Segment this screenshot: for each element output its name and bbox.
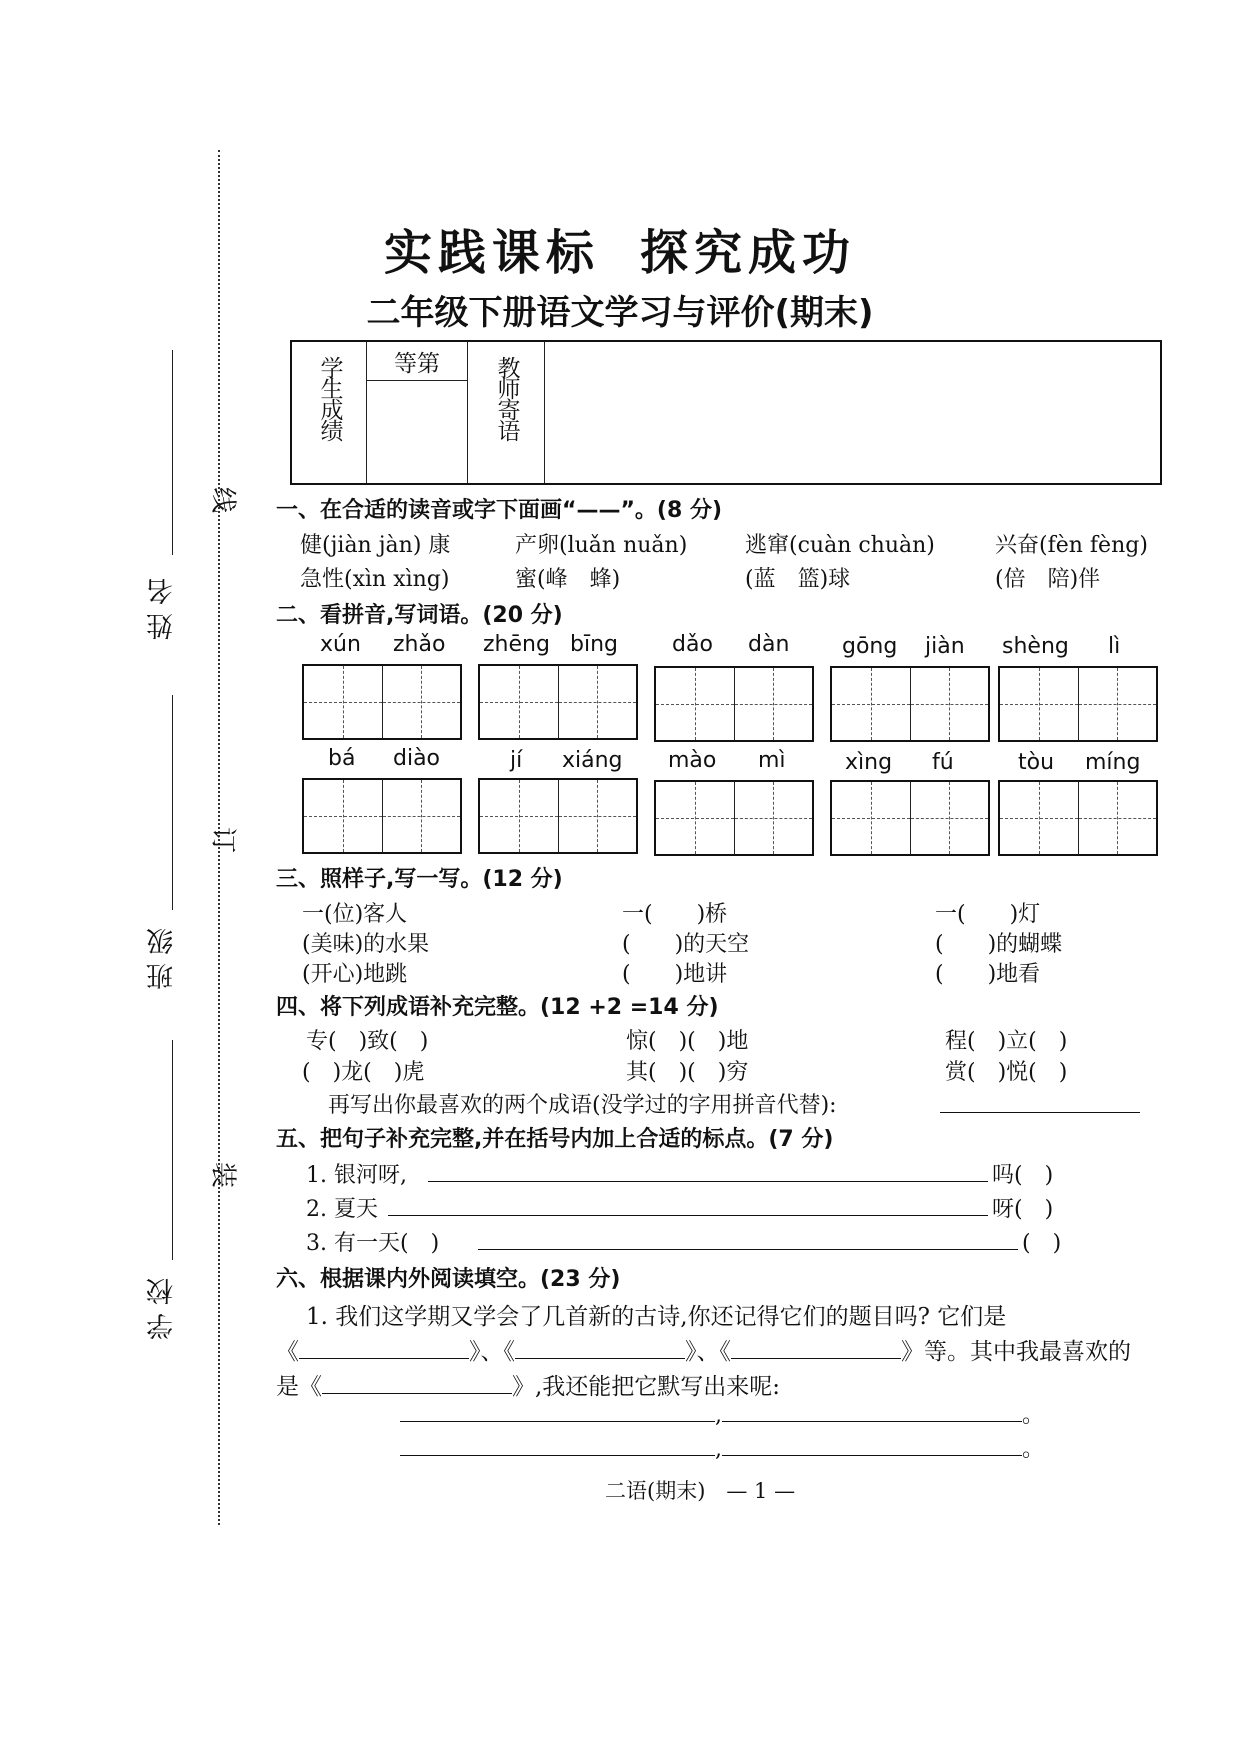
sentence-start: 2. 夏天 (306, 1197, 378, 1222)
sentence-end[interactable]: 吗( ) (992, 1163, 1054, 1188)
student-score-label: 学生成绩 (316, 356, 343, 440)
idiom-item[interactable]: 程( )立( ) (945, 1029, 1068, 1054)
pinyin: zhēng (483, 632, 550, 657)
poem-question: 1. 我们这学期又学会了几首新的古诗,你还记得它们的题目吗? 它们是 (306, 1304, 1007, 1330)
teacher-msg-cell (468, 341, 545, 484)
favorite-poem-blank[interactable] (322, 1392, 512, 1394)
teacher-msg-input[interactable] (545, 341, 1162, 484)
pinyin: xìng (845, 750, 893, 775)
book-bracket: 《 (276, 1339, 299, 1365)
name-label: 姓名 (147, 570, 178, 640)
poem-write-blank[interactable] (400, 1420, 715, 1422)
writing-grid[interactable] (998, 780, 1158, 856)
class-label: 班级 (147, 920, 178, 990)
poem-title-blank[interactable] (515, 1357, 685, 1359)
writing-grid[interactable] (830, 780, 990, 856)
writing-grid[interactable] (654, 780, 814, 856)
favorite-idiom-prompt: 再写出你最喜欢的两个成语(没学过的字用拼音代替): (328, 1093, 837, 1118)
pinyin: gōng (842, 634, 898, 659)
favorite-poem-line (276, 1368, 780, 1401)
poem-write-blank[interactable] (722, 1420, 1022, 1422)
writing-grid[interactable] (478, 778, 638, 854)
s1-item[interactable]: 急性(xìn xìng) (300, 567, 450, 592)
sentence-start: 1. 银河呀, (306, 1163, 407, 1188)
pinyin: zhǎo (393, 632, 446, 657)
s3-blank-item[interactable]: ( )地讲 (622, 962, 728, 987)
poem-titles-line (276, 1333, 1131, 1366)
writing-grid[interactable] (302, 664, 462, 740)
grade-input[interactable] (367, 381, 468, 485)
sentence-blank[interactable] (478, 1248, 1018, 1250)
pinyin: mì (758, 748, 786, 773)
s3-example: (美味)的水果 (302, 932, 430, 957)
pinyin: jí (510, 748, 523, 773)
pinyin: fú (932, 750, 954, 775)
pinyin: lì (1108, 634, 1121, 659)
pinyin: míng (1085, 750, 1141, 775)
score-table (290, 340, 1162, 485)
binding-char-bind: 装 (211, 1157, 238, 1188)
writing-grid[interactable] (654, 666, 814, 742)
section-1-heading: 一、在合适的读音或字下面画“——”。(8 分) (276, 498, 722, 523)
pinyin: jiàn (925, 634, 965, 659)
poem-titles-tail: 》等。其中我最喜欢的 (901, 1339, 1131, 1365)
pinyin: diào (393, 746, 441, 771)
book-bracket: 》、《 (469, 1339, 515, 1365)
pinyin: mào (668, 748, 717, 773)
pinyin: tòu (1018, 750, 1055, 775)
pinyin: bīng (570, 632, 618, 657)
student-score-cell (291, 341, 367, 484)
s1-item[interactable]: 逃窜(cuàn chuàn) (745, 533, 935, 558)
name-blank[interactable] (172, 350, 173, 555)
poem-write-line (400, 1432, 1044, 1463)
school-label: 学校 (147, 1270, 178, 1340)
s3-blank-item[interactable]: 一( )灯 (935, 902, 1041, 927)
s1-item[interactable]: 兴奋(fèn fèng) (995, 533, 1148, 558)
s3-blank-item[interactable]: ( )的蝴蝶 (935, 932, 1063, 957)
sentence-end[interactable]: 呀( ) (992, 1197, 1054, 1222)
sentence-blank[interactable] (388, 1214, 988, 1216)
writing-grid[interactable] (830, 666, 990, 742)
poem-title-blank[interactable] (299, 1357, 469, 1359)
section-5-heading: 五、把句子补充完整,并在括号内加上合适的标点。(7 分) (276, 1127, 834, 1152)
title-part-2: 探究成功 (640, 225, 857, 281)
sentence-start[interactable]: 3. 有一天( ) (306, 1231, 440, 1256)
section-3-heading: 三、照样子,写一写。(12 分) (276, 867, 563, 892)
idiom-item[interactable]: 其( )( )穷 (626, 1060, 749, 1085)
pinyin: dàn (748, 632, 790, 657)
favorite-poem-tail: 》,我还能把它默写出来呢: (512, 1374, 781, 1400)
idiom-item[interactable]: 赏( )悦( ) (945, 1060, 1068, 1085)
pinyin: shèng (1002, 634, 1069, 659)
writing-grid[interactable] (302, 778, 462, 854)
period: 。 (1022, 1403, 1045, 1428)
page-title (0, 214, 1240, 283)
section-6-heading: 六、根据课内外阅读填空。(23 分) (276, 1267, 621, 1292)
page-footer: 二语(期末) — 1 — (605, 1479, 796, 1503)
section-2-heading: 二、看拼音,写词语。(20 分) (276, 603, 563, 628)
s3-example: (开心)地跳 (302, 962, 408, 987)
binding-char-staple: 订 (211, 822, 238, 853)
poem-title-blank[interactable] (731, 1357, 901, 1359)
s3-example: 一(位)客人 (302, 902, 408, 927)
grade-label: 等第 (394, 350, 440, 377)
s3-blank-item[interactable]: ( )地看 (935, 962, 1041, 987)
s3-blank-item[interactable]: ( )的天空 (622, 932, 750, 957)
book-bracket: 》、《 (685, 1339, 731, 1365)
s1-item[interactable]: 蜜(峰 蜂) (515, 567, 621, 592)
poem-write-blank[interactable] (722, 1454, 1022, 1456)
s1-item[interactable]: 健(jiàn jàn) 康 (300, 533, 451, 558)
pinyin: xún (320, 632, 361, 657)
s1-item[interactable]: (蓝 篮)球 (745, 567, 851, 592)
s3-blank-item[interactable]: 一( )桥 (622, 902, 728, 927)
idiom-item[interactable]: ( )龙( )虎 (302, 1060, 425, 1085)
pinyin: bá (328, 746, 356, 771)
favorite-idiom-blank[interactable] (940, 1111, 1140, 1113)
period: 。 (1022, 1437, 1045, 1462)
school-blank[interactable] (172, 1040, 173, 1260)
writing-grid[interactable] (998, 666, 1158, 742)
teacher-msg-label: 教师寄语 (493, 356, 520, 440)
poem-write-line (400, 1398, 1044, 1429)
sentence-end[interactable]: ( ) (1022, 1231, 1062, 1256)
title-part-1: 实践课标 (383, 225, 600, 281)
page-subtitle: 二年级下册语文学习与评价(期末) (366, 293, 874, 333)
class-blank[interactable] (172, 695, 173, 910)
favorite-poem-prefix: 是《 (276, 1374, 322, 1400)
writing-grid[interactable] (478, 664, 638, 740)
idiom-item[interactable]: 惊( )( )地 (626, 1029, 749, 1054)
idiom-item[interactable]: 专( )致( ) (306, 1029, 429, 1054)
poem-write-blank[interactable] (400, 1454, 715, 1456)
s1-item[interactable]: (倍 陪)伴 (995, 567, 1101, 592)
pinyin: dǎo (672, 632, 713, 657)
comma: , (715, 1403, 722, 1428)
binding-char-line: 线 (211, 482, 238, 513)
s1-item[interactable]: 产卵(luǎn nuǎn) (515, 533, 688, 558)
sentence-blank[interactable] (428, 1180, 988, 1182)
pinyin: xiáng (562, 748, 623, 773)
comma: , (715, 1437, 722, 1462)
grade-header-cell (367, 341, 468, 381)
section-4-heading: 四、将下列成语补充完整。(12 +2 =14 分) (276, 995, 719, 1020)
